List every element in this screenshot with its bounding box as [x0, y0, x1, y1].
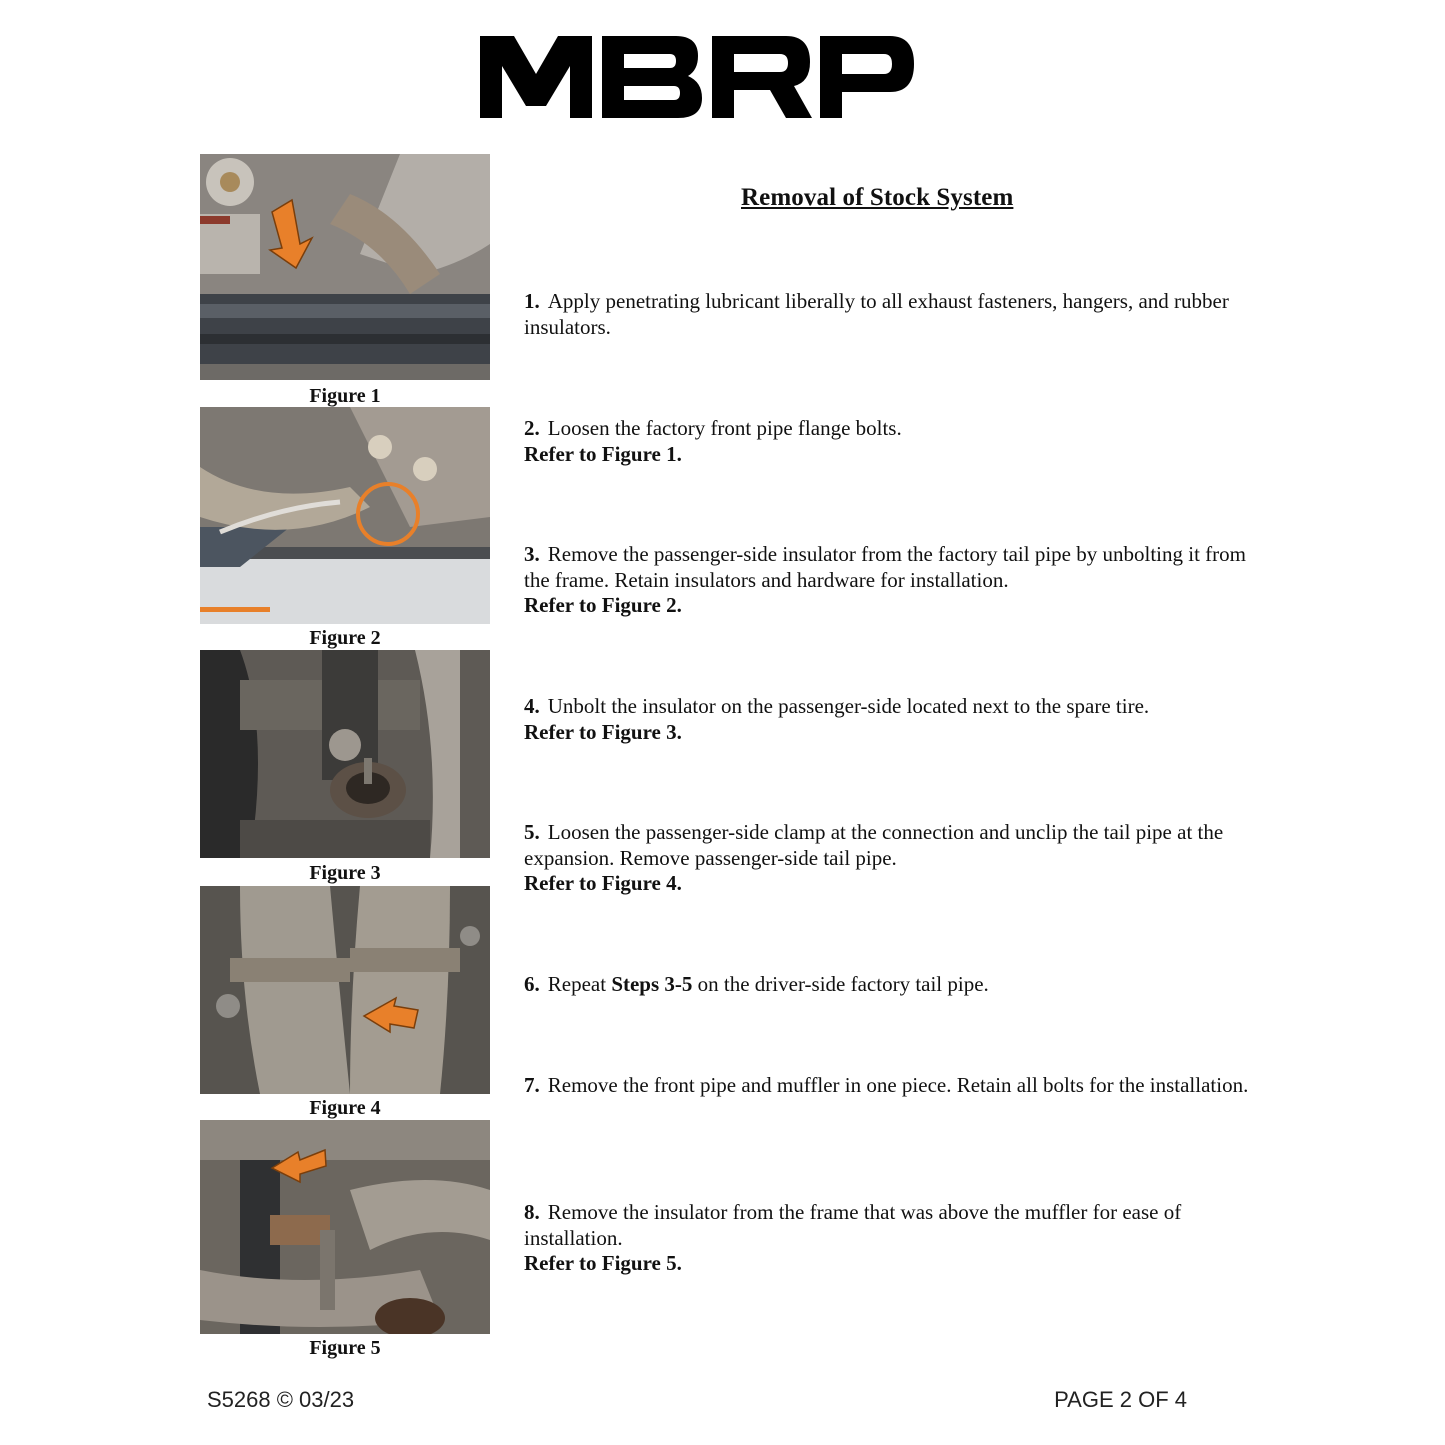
figure-3-caption: Figure 3: [309, 862, 381, 884]
brand-logo: [480, 36, 914, 118]
figure-2-caption: Figure 2: [309, 627, 381, 649]
section-title: Removal of Stock System: [741, 184, 1014, 211]
figure-1-photo: [200, 154, 490, 380]
step-5: [524, 820, 1254, 897]
step-text-pre: Repeat: [547, 972, 612, 996]
step-text: Loosen the factory front pipe flange bolts.: [547, 416, 902, 440]
figure-1-caption: Figure 1: [309, 385, 381, 407]
step-number: 2.: [524, 416, 540, 440]
step-7: [524, 1073, 1254, 1099]
footer-doc-code: S5268 © 03/23: [207, 1387, 355, 1412]
step-text-post: on the driver-side factory tail pipe.: [692, 972, 989, 996]
figure-4-caption: Figure 4: [309, 1097, 381, 1119]
step-text: Apply penetrating lubricant liberally to all exhaust fasteners, hangers, and rubber insulators.: [524, 289, 1229, 339]
step-text-bold: Steps 3-5: [611, 972, 693, 996]
step-number: 4.: [524, 694, 540, 718]
step-1: [524, 289, 1254, 340]
step-number: 3.: [524, 542, 540, 566]
step-6: [524, 972, 1254, 998]
figure-3-photo: [200, 650, 490, 858]
step-text: Remove the passenger-side insulator from the factory tail pipe by unbolting it from the frame. Retain insulators and hardware for installation.: [524, 542, 1246, 592]
step-number: 7.: [524, 1073, 540, 1097]
step-number: 6.: [524, 972, 540, 996]
footer-page-number: PAGE 2 OF 4: [1054, 1387, 1187, 1412]
step-3: [524, 542, 1254, 619]
step-number: 5.: [524, 820, 540, 844]
step-2: [524, 416, 1254, 467]
step-text: Remove the front pipe and muffler in one piece. Retain all bolts for the installation.: [547, 1073, 1249, 1097]
figure-4-photo: [200, 886, 490, 1094]
step-8: [524, 1200, 1254, 1277]
figure-5-photo: [200, 1120, 490, 1334]
figure-reference: Refer to Figure 5.: [524, 1251, 682, 1276]
figure-2-photo: [200, 407, 490, 624]
figure-reference: Refer to Figure 4.: [524, 871, 682, 896]
step-number: 8.: [524, 1200, 540, 1224]
mbrp-logo-graphic: [480, 36, 914, 118]
figure-reference: Refer to Figure 1.: [524, 441, 682, 466]
step-text: Remove the insulator from the frame that was above the muffler for ease of installation.: [524, 1200, 1182, 1250]
figure-reference: Refer to Figure 3.: [524, 719, 682, 744]
step-text: Loosen the passenger-side clamp at the connection and unclip the tail pipe at the expansion. Remove passenger-side tail pipe.: [524, 820, 1224, 870]
figure-5-caption: Figure 5: [309, 1337, 381, 1359]
step-text: Unbolt the insulator on the passenger-side located next to the spare tire.: [547, 694, 1150, 718]
step-number: 1.: [524, 289, 540, 313]
step-4: [524, 694, 1254, 745]
figure-reference: Refer to Figure 2.: [524, 593, 682, 618]
